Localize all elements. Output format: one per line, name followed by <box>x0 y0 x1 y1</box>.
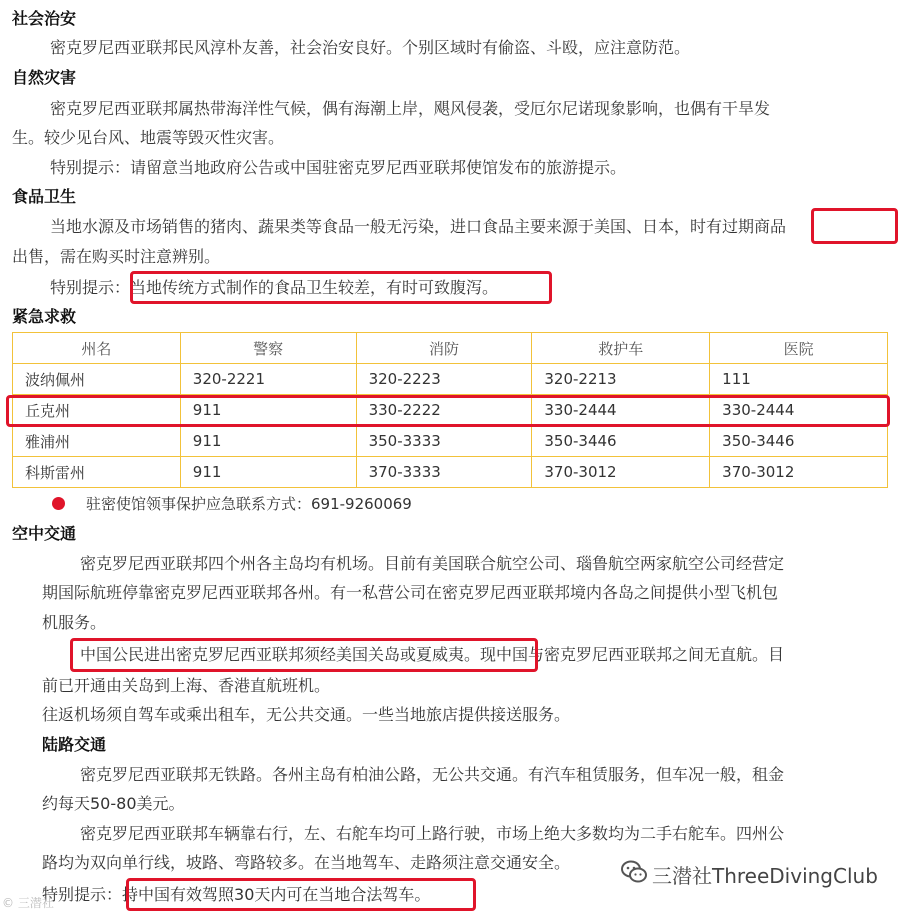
table-header-row <box>13 333 888 364</box>
heading-public-security: 社会治安 <box>12 9 77 28</box>
air-transport-line2: 期国际航班停靠密克罗尼西亚联邦各州。有一私营公司在密克罗尼西亚联邦境内各岛之间提供小型飞机包 <box>42 583 779 602</box>
heading-natural-disasters: 自然灾害 <box>12 68 77 87</box>
food-hygiene-expired-goods: 过期商品 <box>722 217 787 236</box>
land-transport-p1-line2: 约每天50-80美元。 <box>42 794 185 813</box>
highlight-box-chuuk-row <box>6 395 890 427</box>
highlight-box-air-transport <box>70 638 538 672</box>
table-cell: 雅浦州 <box>13 426 181 457</box>
watermark-text: 三潜社ThreeDivingClub <box>652 864 878 888</box>
natural-disasters-line1: 密克罗尼西亚联邦属热带海洋性气候，偶有海潮上岸，飓风侵袭，受厄尔尼诺现象影响，也偶有干旱发 <box>50 99 771 118</box>
highlight-box-driving-tip <box>126 878 476 911</box>
natural-disasters-line2: 生。较少见台风、地震等毁灭性灾害。 <box>12 128 285 147</box>
food-hygiene-tip-prefix: 特别提示： <box>50 278 131 297</box>
table-row <box>13 426 888 457</box>
corner-watermark: © 三潜社 <box>2 896 54 910</box>
table-header-cell: 州名 <box>13 333 181 364</box>
table-cell: 丘克州 <box>13 395 181 426</box>
food-hygiene-tip-highlight: 当地传统方式制作的食品卫生较差，有时可致腹泻。 <box>130 278 499 297</box>
land-transport-p2-line2: 路均为双向单行线，坡路、弯路较多。在当地驾车、走路须注意交通安全。 <box>42 853 571 872</box>
table-cell: 370-3333 <box>356 457 532 488</box>
table-row <box>13 364 888 395</box>
wechat-icon <box>620 858 648 886</box>
land-transport-p2-line1: 密克罗尼西亚联邦车辆靠右行，左、右舵车均可上路行驶，市场上绝大多数均为二手右舵车。四州公 <box>80 824 785 843</box>
bullet-icon <box>52 497 65 510</box>
table-cell: 330-2444 <box>532 395 710 426</box>
public-security-text: 密克罗尼西亚联邦民风淳朴友善，社会治安良好。个别区域时有偷盗、斗殴，应注意防范。 <box>50 38 691 57</box>
embassy-contact: 驻密使馆领事保护应急联系方式：691-9260069 <box>86 495 412 513</box>
table-cell: 370-3012 <box>532 457 710 488</box>
natural-disasters-tip: 特别提示：请留意当地政府公告或中国驻密克罗尼西亚联邦使馆发布的旅游提示。 <box>50 158 627 177</box>
heading-air-transport: 空中交通 <box>12 524 77 543</box>
table-cell: 911 <box>180 426 356 457</box>
food-hygiene-line1-text: 当地水源及市场销售的猪肉、蔬果类等食品一般无污染，进口食品主要来源于美国、日本，时有 <box>50 217 723 236</box>
table-row <box>13 457 888 488</box>
heading-emergency: 紧急求救 <box>12 307 77 326</box>
highlight-box-food-tip <box>130 271 552 304</box>
table-header-cell: 医院 <box>710 333 888 364</box>
table-cell: 330-2222 <box>356 395 532 426</box>
heading-food-hygiene: 食品卫生 <box>12 187 77 206</box>
table-cell: 370-3012 <box>710 457 888 488</box>
table-cell: 330-2444 <box>710 395 888 426</box>
table-header-cell: 消防 <box>356 333 532 364</box>
table-cell: 320-2213 <box>532 364 710 395</box>
air-transport-line6: 往返机场须自驾车或乘出租车，无公共交通。一些当地旅店提供接送服务。 <box>42 705 571 724</box>
table-cell: 波纳佩州 <box>13 364 181 395</box>
air-transport-line1: 密克罗尼西亚联邦四个州各主岛均有机场。目前有美国联合航空公司、瑙鲁航空两家航空公司经营定 <box>80 554 785 573</box>
air-transport-highlight: 中国公民进出密克罗尼西亚联邦须经美国关岛或夏威夷。 <box>80 645 481 664</box>
table-header-cell: 救护车 <box>532 333 710 364</box>
land-transport-tip-highlight: 持中国有效驾照30天内可在当地合法驾车。 <box>122 885 431 904</box>
table-cell: 350-3446 <box>710 426 888 457</box>
food-hygiene-line1 <box>50 216 786 238</box>
table-cell: 350-3446 <box>532 426 710 457</box>
air-transport-line5: 前已开通由关岛到上海、香港直航班机。 <box>42 676 331 695</box>
air-transport-line4-rest: 现中国与密克罗尼西亚联邦之间无直航。目 <box>480 645 785 664</box>
table-cell: 320-2221 <box>180 364 356 395</box>
air-transport-line3: 机服务。 <box>42 613 107 632</box>
table-header-cell: 警察 <box>180 333 356 364</box>
food-hygiene-line2: 出售，需在购买时注意辨别。 <box>12 247 221 266</box>
table-cell: 911 <box>180 395 356 426</box>
table-cell: 111 <box>710 364 888 395</box>
table-cell: 911 <box>180 457 356 488</box>
table-cell: 320-2223 <box>356 364 532 395</box>
table-cell: 350-3333 <box>356 426 532 457</box>
heading-land-transport: 陆路交通 <box>42 735 107 754</box>
land-transport-p1-line1: 密克罗尼西亚联邦无铁路。各州主岛有柏油公路，无公共交通。有汽车租赁服务，但车况一般，租金 <box>80 765 785 784</box>
highlight-box-expired-goods <box>811 208 898 244</box>
table-cell: 科斯雷州 <box>13 457 181 488</box>
land-transport-tip-prefix: 特别提示： <box>42 885 123 904</box>
